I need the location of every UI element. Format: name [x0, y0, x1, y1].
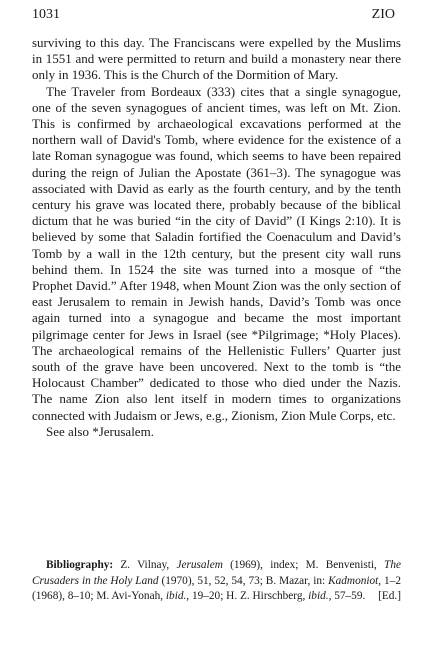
article-body	[32, 35, 401, 440]
paragraph: The Traveler from Bordeaux (333) cites that a single synagogue, one of the seven synagogues of ancient times, was left on Mt. Zion. This is confirmed by archaeological excavations performed at the northern wall of David's Tomb, where evidence for the existence of a late Roman synagogue was found, which seems to have been repaired during the reign of Julian the Apostate (361–3). The synagogue was associated with David as early as the fourth century, and by the tenth century his grave was located there, probably because of the biblical dictum that he was buried “in the city of David” (I Kings 2:10). It is believed by some that Saladin fortified the Coenaculum and David’s Tomb by a wall in the 12th century, but the present city wall runs behind them. In 1524 the site was turned into a mosque of “the Prophet David.” After 1948, when Mount Zion was the only section of east Jerusalem to remain in Jewish hands, David’s Tomb was once again turned into a synagogue and became the most important pilgrimage center for Jews in Israel (see *Pilgrimage; *Holy Places). The archaeological remains of the Hellenistic Fullers’ Quarter just south of the grave have been uncovered. Next to the tomb is “the Holocaust Chamber” dedicated to those who died under the Nazis. The name Zion also lent itself in modern times to organizations connected with Judaism or Jews, e.g., Zionism, Zion Mule Corps, etc.	[32, 83, 401, 423]
bibliography	[32, 558, 401, 605]
bibliography-segment: 57–59.	[331, 590, 366, 603]
bibliography-title: Jerusalem	[176, 559, 223, 571]
bibliography-segment: Z. Vilnay,	[113, 559, 177, 571]
bibliography-title: The Crusaders in the Holy Land	[32, 559, 401, 587]
bibliography-segment: 1–2 (1968), 8–10; M. Avi-Yonah,	[32, 574, 401, 603]
editor-signoff: [Ed.]	[378, 590, 401, 603]
bibliography-title: ibid.,	[308, 590, 332, 603]
see-also-line: See also *Jerusalem.	[46, 423, 154, 439]
bibliography-title: ibid.,	[165, 590, 190, 603]
bibliography-label: Bibliography:	[46, 559, 114, 571]
bibliography-title: Kadmoniot,	[328, 574, 382, 587]
page-header	[32, 7, 395, 23]
paragraph: surviving to this day. The Franciscans were expelled by the Muslims in 1551 and were permitted to return and build a monastery near there only in 1936. This is the Church of the Dormition of Mary.	[32, 35, 401, 83]
bibliography-segment: (1969), index; M. Benvenisti,	[222, 559, 385, 571]
page-number: 1031	[32, 7, 60, 22]
bibliography-segment: (1970), 51, 52, 54, 73; B. Mazar, in:	[158, 574, 329, 587]
running-head: ZIO	[371, 7, 395, 22]
bibliography-segment: 19–20; H. Z. Hirschberg,	[189, 590, 309, 603]
